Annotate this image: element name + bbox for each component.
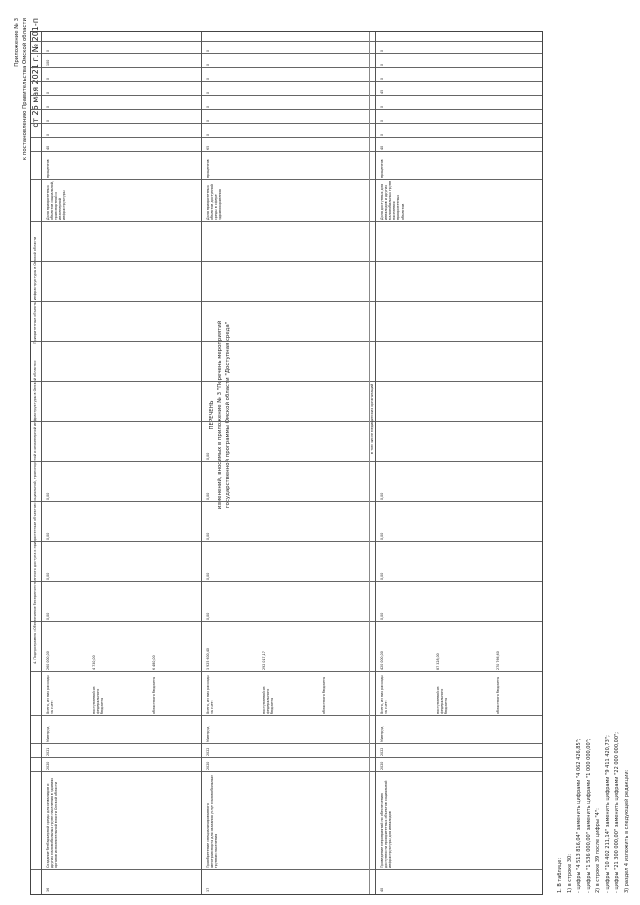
row-indicator-value: 0 [46,77,50,80]
row-value: 420 000,00 [380,651,384,670]
row-number: 37 [206,887,210,892]
row-value: 292 017,17 [262,651,266,670]
note-line: 2) в строке 39 после цифры "4": [595,808,601,893]
table-row [375,32,543,894]
row-source: Всего, из них расходы за счет: [206,675,215,714]
amendment-notes [556,293,632,893]
row-indicator-value: 0 [380,49,384,52]
row-value: 260 000,00 [46,651,50,670]
row-to: 2022 [206,747,210,756]
row-source: поступлений из федерального бюджета [92,686,105,714]
row-indicator-value: 0 [380,119,384,122]
band-medical: в том числе медицинских организаций [370,383,374,454]
row-executor: Минтруд [46,726,50,742]
row-name: Создание безбарьерной среды для инвалидов и других маломобильных групп населения в зданиях органов исполнительной власти Омской области [46,777,59,868]
row-indicator: Доля приоритетных объектов социальной, транспортной и инженерной инфраструктуры [46,181,67,220]
table-row [41,32,201,894]
row-value: 0,00 [206,492,210,500]
row-value: 0,00 [46,572,50,580]
note-line: 1) в строке 30: [566,854,573,893]
table-row [201,32,369,894]
row-source: поступлений из федерального бюджета [436,686,449,714]
row-unit: процентов [380,159,384,178]
row-to: 2021 [46,747,50,756]
row-source: областного бюджета [322,677,326,714]
row-indicator-value: 0 [206,77,210,80]
title-line2: изменений, вносимых в приложение № 3 "Перечень мероприятий [217,320,224,510]
row-value: 0,00 [46,532,50,540]
row-unit: процентов [206,159,210,178]
row-indicator-value: 0 [46,49,50,52]
row-value: 0,00 [46,492,50,500]
row-indicator-value: 0 [380,133,384,136]
header-line1: Приложение № 3 [14,18,20,67]
row-indicator-value: 0 [206,91,210,94]
row-value: 0,00 [206,612,210,620]
row-executor: Минтруд [206,726,210,742]
row-indicator-value: 0 [46,91,50,94]
row-value: 0,00 [380,492,384,500]
row-value: 4 730,00 [92,655,96,670]
note-line: - цифры "1 536 000,00" заменить цифрами "1 000 000,00"; [585,738,592,893]
row-name: Проведение мероприятий по обеспечению доступности приоритетных объектов социальной инфраструктуры для инвалидов [380,780,393,868]
row-indicator-value: 100 [46,59,50,66]
row-source: областного бюджета [496,677,500,714]
row-source: поступлений из федерального бюджета [262,686,275,714]
band-subprogram: 4. Подпрограмма «Обеспечение беспрепятственного доступа к приоритетным объектам социальной, транспортной и инженерной инфраструктуры в Омской области» [33,360,37,664]
row-indicator-value: 0 [206,63,210,66]
row-indicator-value: 0 [206,119,210,122]
row-value: 0,00 [206,532,210,540]
row-value: 3 925 600,40 [206,647,210,670]
row-indicator-value: 40 [46,145,50,150]
row-indicator-value: 0 [46,119,50,122]
row-value: 0,00 [206,572,210,580]
row-source: Всего, из них расходы за счет: [380,675,389,714]
row-value: 0,00 [380,532,384,540]
row-indicator-value: 65 [206,145,210,150]
row-indicator-value: 0 [380,63,384,66]
row-indicator-value: 0 [206,49,210,52]
note-line: - цифры "10 402 211,14" заменить цифрами "9 411 420,73"; [604,735,611,893]
title-line3: государственной программы Омской области "Доступная среда" [225,321,232,509]
row-from: 2020 [380,761,384,770]
row-source: Всего, из них расходы за счет: [46,675,55,714]
row-value: 0,00 [380,572,384,580]
band-objects: Приоритетные объекты инфраструктуры в Омской области [33,236,37,344]
title-line1: ПЕРЕЧЕНЬ [209,400,215,430]
row-executor: Минтруд [380,726,384,742]
measures-table [30,31,543,895]
row-value: 0,00 [380,612,384,620]
row-value: 0,00 [46,612,50,620]
row-indicator-value: 0 [380,77,384,80]
row-number: 36 [46,887,50,892]
note-line: - цифры "4 513 816,04" заменить цифрами "4 062 426,85"; [576,738,582,893]
row-from: 2020 [46,761,50,770]
row-indicator: Доля приоритетных объектов доступной среды в сфере здравоохранения [206,184,223,220]
row-indicator-value: 0 [46,105,50,108]
header-line2: к постановлению Правительства Омской области [21,18,28,161]
row-indicator: Доля доступных для инвалидов и других маломобильных групп населения приоритетных объектов [380,180,405,220]
row-to: 2022 [380,747,384,756]
row-source: областного бюджета [152,677,156,714]
row-indicator-value: 0 [206,105,210,108]
row-from: 2020 [206,761,210,770]
note-line: - цифры "21 300 000,00" заменить цифрами "22 000 000,00"; [614,732,620,893]
row-indicator-value: 0 [380,105,384,108]
row-indicator-value: 45 [380,89,384,94]
row-indicator-value: 0 [46,133,50,136]
row-number: 40 [380,887,384,892]
note-line: 3) раздел 4 изложить в следующей редакции: [623,769,630,893]
row-value: 6 480,00 [152,655,156,670]
row-value: 0,00 [206,452,210,460]
row-indicator-value: 0 [206,133,210,136]
row-indicator-value: 40 [380,145,384,150]
row-value: 87 328,00 [436,653,440,670]
note-line: 1. В таблице: [557,857,563,893]
row-value: 270 766,60 [496,651,500,670]
row-unit: процентов [46,159,50,178]
header-date: от 26 мая 2021 г. № 201-п [30,18,40,128]
row-name: Приобретение специализированного автотранспорта для оказания услуг маломобильным группам населения [206,775,219,868]
